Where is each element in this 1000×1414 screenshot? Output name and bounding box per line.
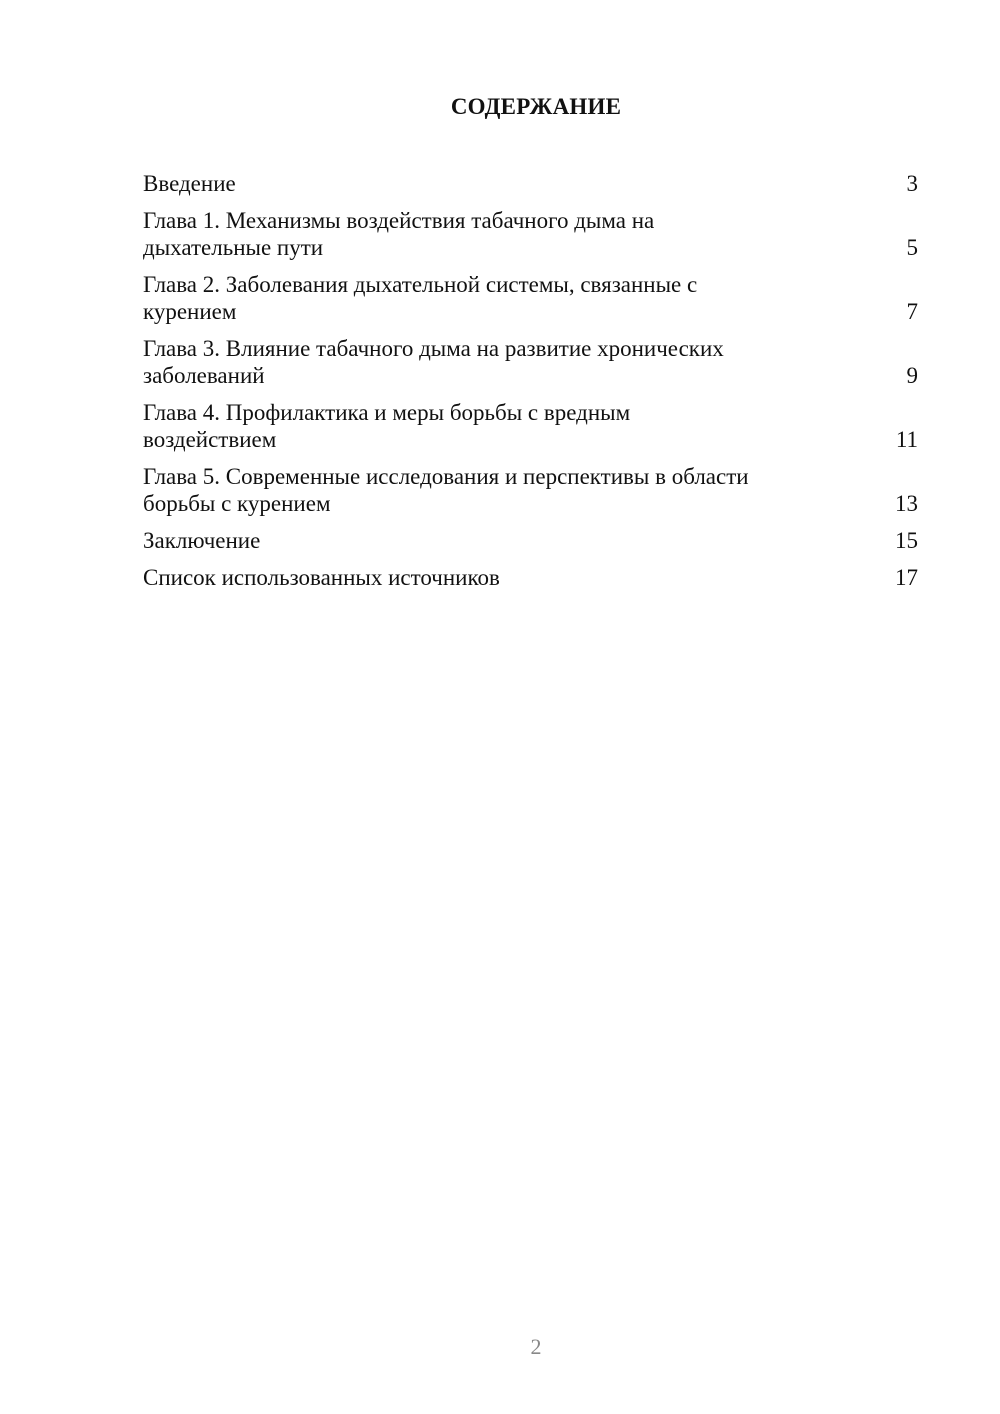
toc-entry-page: 7 — [906, 299, 918, 324]
toc-entry-text: Список использованных источников — [143, 565, 500, 590]
page-number: 2 — [530, 1334, 542, 1359]
toc-entry-text: Глава 1. Механизмы воздействия табачного дыма на дыхательные пути — [143, 208, 655, 260]
toc-entry-chapter-5 — [143, 463, 918, 517]
table-of-contents — [143, 170, 918, 601]
page-title: СОДЕРЖАНИЕ — [450, 94, 622, 119]
toc-entry-chapter-3 — [143, 335, 918, 389]
toc-entry-chapter-2 — [143, 271, 918, 325]
toc-entry-page: 13 — [895, 491, 918, 516]
toc-entry-chapter-4 — [143, 399, 918, 453]
toc-entry-page: 17 — [895, 565, 918, 590]
toc-entry-page: 11 — [895, 427, 918, 452]
toc-entry-conclusion — [143, 527, 918, 554]
toc-entry-page: 9 — [906, 363, 918, 388]
toc-entry-text: Глава 3. Влияние табачного дыма на развитие хронических заболеваний — [143, 336, 724, 388]
toc-entry-page: 3 — [906, 171, 918, 196]
toc-entry-chapter-1 — [143, 207, 918, 261]
toc-entry-page: 5 — [906, 235, 918, 260]
toc-entry-page: 15 — [895, 528, 918, 553]
toc-entry-references — [143, 564, 918, 591]
toc-entry-text: Глава 2. Заболевания дыхательной системы, связанные с курением — [143, 272, 698, 324]
toc-entry-text: Введение — [143, 171, 236, 196]
toc-entry-text: Глава 5. Современные исследования и перспективы в области борьбы с курением — [143, 464, 749, 516]
toc-entry-text: Заключение — [143, 528, 261, 553]
toc-entry-introduction — [143, 170, 918, 197]
toc-entry-text: Глава 4. Профилактика и меры борьбы с вредным воздействием — [143, 400, 631, 452]
